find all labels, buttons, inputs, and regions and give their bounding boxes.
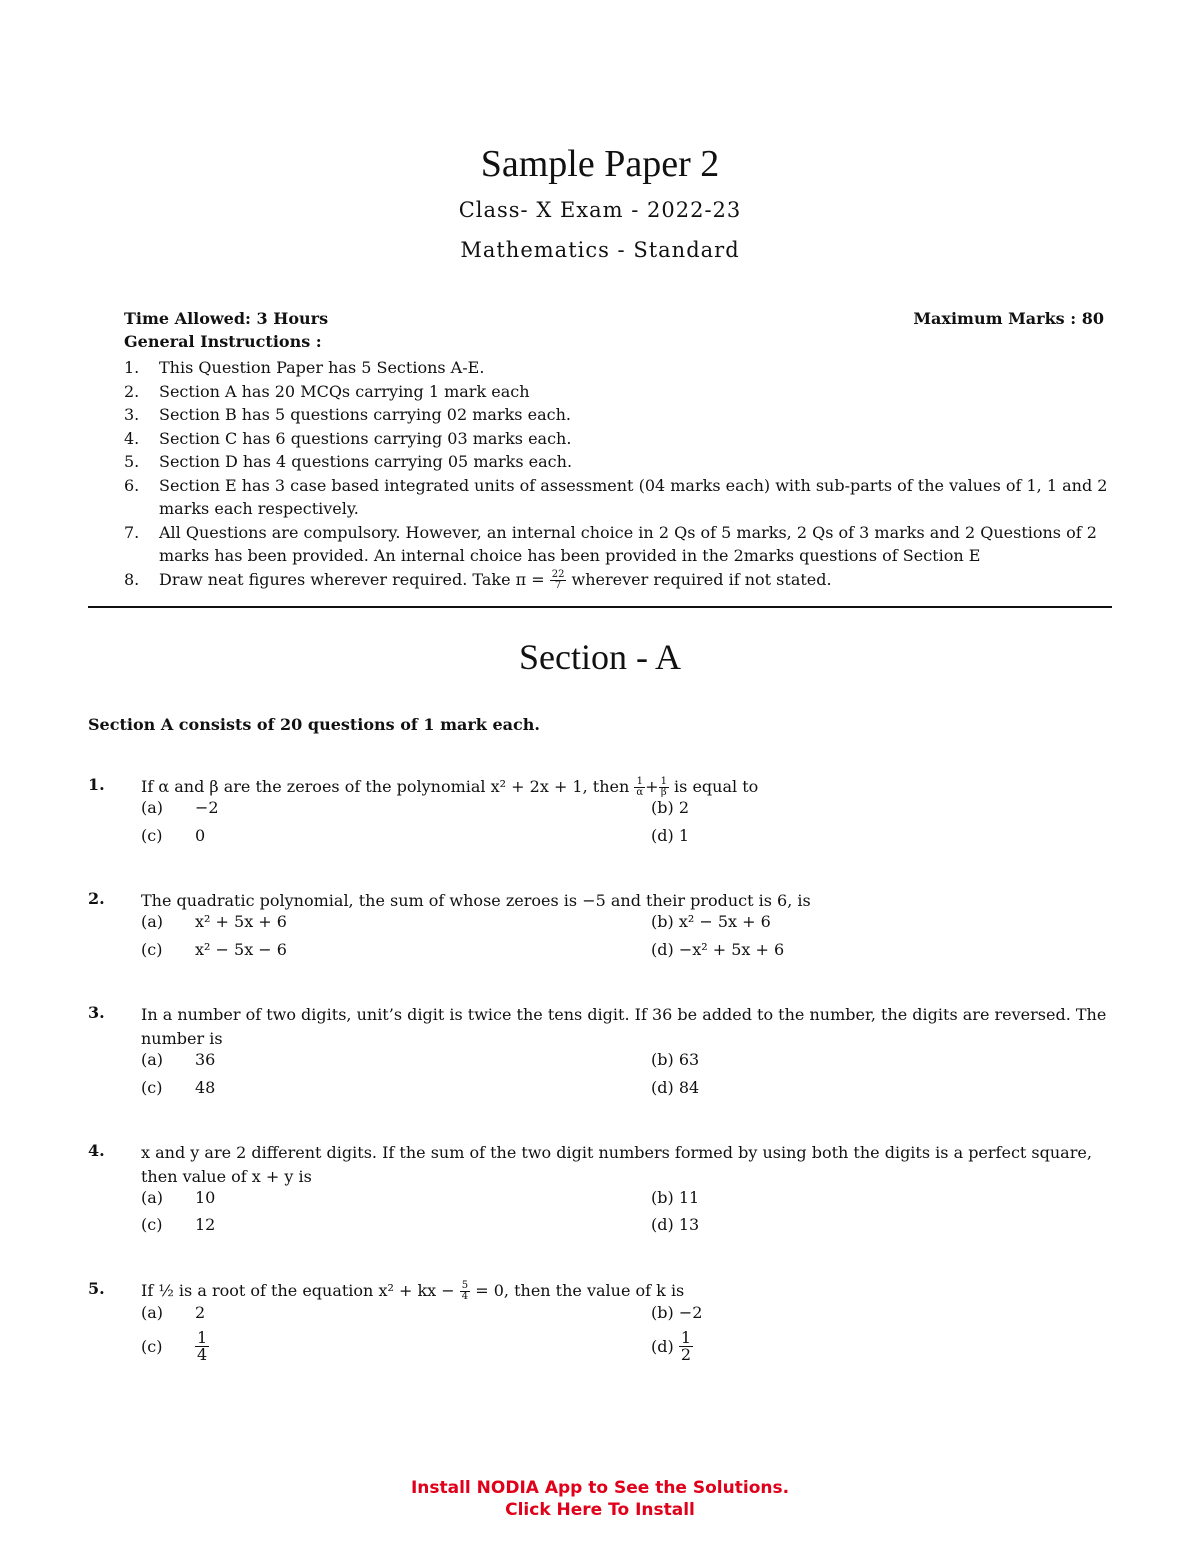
click-to-install-link[interactable]: Click Here To Install xyxy=(505,1500,695,1520)
plus-sign: + xyxy=(645,777,659,796)
instruction-number: 4. xyxy=(124,428,140,448)
option-value: x² − 5x + 6 xyxy=(678,912,771,931)
option-value: −2 xyxy=(678,1303,703,1322)
section-title: Section - A xyxy=(519,637,681,677)
question-number: 4. xyxy=(88,1141,105,1160)
option-d[interactable] xyxy=(651,940,784,959)
option-b[interactable] xyxy=(651,1050,699,1069)
instruction-text: wherever required if not stated. xyxy=(571,569,832,589)
option-value: 2 xyxy=(195,1303,206,1322)
option-label: (a) xyxy=(141,912,164,931)
instruction-item xyxy=(124,568,1112,592)
class-line: Class- X Exam - 2022-23 xyxy=(458,198,742,222)
instruction-item xyxy=(124,450,1112,474)
maximum-marks: Maximum Marks : 80 xyxy=(913,309,1104,328)
option-c[interactable] xyxy=(141,826,205,845)
instructions-list xyxy=(124,356,1112,591)
subject-line: Mathematics - Standard xyxy=(460,238,740,262)
option-label: (b) xyxy=(651,798,674,817)
question-number: 2. xyxy=(88,889,105,908)
option-value: 48 xyxy=(195,1078,216,1097)
pi-fraction xyxy=(550,570,567,591)
instruction-number: 8. xyxy=(124,569,140,589)
question-number: 1. xyxy=(88,775,105,794)
fraction-denominator: α xyxy=(636,787,644,798)
option-value: 11 xyxy=(678,1188,700,1207)
option-value: 0 xyxy=(195,826,206,845)
option-b[interactable] xyxy=(651,912,771,931)
instruction-number: 5. xyxy=(124,452,140,471)
option-value: x² + 5x + 6 xyxy=(195,912,287,931)
option-a[interactable] xyxy=(141,798,219,817)
fraction-numerator: 1 xyxy=(680,1328,692,1347)
option-value: −2 xyxy=(195,798,219,817)
option-value: 12 xyxy=(195,1215,216,1234)
option-label: (a) xyxy=(141,798,164,817)
fraction-numerator: 1 xyxy=(197,1328,208,1347)
question-text-part: is equal to xyxy=(674,777,759,796)
instruction-text: Section B has 5 questions carrying 02 marks each. xyxy=(159,405,571,424)
option-label: (a) xyxy=(141,1050,164,1069)
option-label: (a) xyxy=(141,1303,164,1322)
option-c[interactable] xyxy=(141,1330,209,1363)
divider-rule xyxy=(88,606,1112,608)
option-b[interactable] xyxy=(651,1188,699,1207)
install-app-banner[interactable] xyxy=(0,1477,1200,1521)
option-d[interactable] xyxy=(651,1215,699,1234)
fraction-numerator: 5 xyxy=(461,1280,469,1291)
option-a[interactable] xyxy=(141,1303,205,1322)
instruction-text: Section A has 20 MCQs carrying 1 mark each xyxy=(159,381,530,401)
option-c[interactable] xyxy=(141,1215,215,1234)
instruction-number: 1. xyxy=(124,358,140,377)
option-label: (d) xyxy=(651,826,674,845)
option-label: (d) xyxy=(651,940,674,959)
instruction-text: Section C has 6 questions carrying 03 marks each. xyxy=(159,428,572,448)
instruction-item xyxy=(124,521,1112,568)
instruction-item xyxy=(124,356,1112,380)
option-label: (d) xyxy=(651,1215,674,1234)
option-label: (b) xyxy=(651,1188,674,1207)
instruction-text: This Question Paper has 5 Sections A-E. xyxy=(159,358,485,377)
meta-row xyxy=(124,309,1104,328)
option-value: 13 xyxy=(678,1215,700,1234)
instruction-number: 3. xyxy=(124,405,140,424)
instruction-item xyxy=(124,403,1112,427)
option-b[interactable] xyxy=(651,1303,702,1322)
option-value: x² − 5x − 6 xyxy=(195,940,287,959)
option-d[interactable] xyxy=(651,826,689,845)
option-c[interactable] xyxy=(141,940,287,959)
option-label: (c) xyxy=(141,1337,163,1356)
option-label: (c) xyxy=(141,1078,163,1097)
option-label: (d) xyxy=(651,1078,674,1097)
question-text xyxy=(141,775,1111,799)
instruction-text: Draw neat figures wherever required. Take π = xyxy=(159,569,545,589)
fraction-numerator: 1 xyxy=(660,776,667,787)
option-value: 1 xyxy=(678,826,690,845)
option-value: −x² + 5x + 6 xyxy=(678,940,785,959)
fraction-denominator: 2 xyxy=(680,1345,692,1364)
question-text-part: If ½ is a root of the equation x² + kx − xyxy=(141,1281,455,1300)
fraction-one-over-beta xyxy=(659,777,669,798)
fraction-denominator: 4 xyxy=(461,1291,469,1302)
fraction-denominator: 7 xyxy=(554,579,562,591)
fraction-one-over-alpha xyxy=(634,777,645,798)
fraction-option-c xyxy=(195,1330,209,1363)
question-text: In a number of two digits, unit’s digit is twice the tens digit. If 36 be added to the number, the digits are reversed. The number is xyxy=(141,1005,1107,1048)
option-a[interactable] xyxy=(141,912,287,931)
option-c[interactable] xyxy=(141,1078,215,1097)
option-b[interactable] xyxy=(651,798,689,817)
install-solutions-link[interactable]: Install NODIA App to See the Solutions. xyxy=(410,1478,790,1498)
instruction-number: 7. xyxy=(124,522,140,542)
option-d[interactable] xyxy=(651,1078,699,1097)
instruction-item xyxy=(124,474,1112,521)
option-label: (c) xyxy=(141,826,163,845)
instruction-item xyxy=(124,380,1112,404)
option-label: (c) xyxy=(141,940,163,959)
instruction-text: All Questions are compulsory. However, an internal choice in 2 Qs of 5 marks, 2 Qs of 3 marks and 2 Questions of 2 marks has been provided. An internal choice has been provided in the 2marks questions of Section E xyxy=(159,522,1097,565)
option-value: 63 xyxy=(678,1050,700,1069)
option-label: (b) xyxy=(651,1050,674,1069)
instruction-text: Section D has 4 questions carrying 05 marks each. xyxy=(159,452,573,471)
paper-title: Sample Paper 2 xyxy=(480,143,720,185)
question-number: 3. xyxy=(88,1003,105,1022)
fraction-denominator: β xyxy=(660,787,667,798)
question-text-part: If α and β are the zeroes of the polynomial x² + 2x + 1, then xyxy=(141,777,630,796)
option-a[interactable] xyxy=(141,1188,215,1207)
option-label: (d) xyxy=(651,1337,674,1356)
fraction-denominator: 4 xyxy=(197,1345,208,1364)
question-text xyxy=(141,1279,1111,1303)
section-description: Section A consists of 20 questions of 1 mark each. xyxy=(88,715,540,734)
question-text: The quadratic polynomial, the sum of whose zeroes is −5 and their product is 6, is xyxy=(141,891,811,910)
option-value: 2 xyxy=(678,798,690,817)
option-value: 10 xyxy=(195,1188,216,1207)
option-label: (b) xyxy=(651,1303,674,1322)
fraction-numerator: 1 xyxy=(634,777,645,788)
instruction-number: 2. xyxy=(124,381,140,401)
option-value: 36 xyxy=(195,1050,216,1069)
option-label: (a) xyxy=(141,1188,164,1207)
question-text: x and y are 2 different digits. If the sum of the two digit numbers formed by using both the digits is a perfect square, then value of x + y is xyxy=(141,1143,1092,1186)
question-number: 5. xyxy=(88,1279,105,1298)
option-label: (b) xyxy=(651,912,674,931)
option-label: (c) xyxy=(141,1215,163,1234)
general-instructions-heading: General Instructions : xyxy=(124,332,322,351)
fraction-numerator: 22 xyxy=(551,568,565,580)
fraction-five-over-four xyxy=(460,1281,470,1302)
option-a[interactable] xyxy=(141,1050,215,1069)
option-value: 84 xyxy=(678,1078,700,1097)
time-allowed: Time Allowed: 3 Hours xyxy=(124,309,329,328)
instruction-item xyxy=(124,427,1112,451)
option-d[interactable] xyxy=(651,1330,693,1363)
instruction-number: 6. xyxy=(124,475,140,495)
question-text-part: = 0, then the value of k is xyxy=(475,1281,685,1300)
fraction-option-d xyxy=(679,1330,693,1363)
instruction-text: Section E has 3 case based integrated units of assessment (04 marks each) with sub-parts of the values of 1, 1 and 2 marks each respectively. xyxy=(159,475,1108,518)
